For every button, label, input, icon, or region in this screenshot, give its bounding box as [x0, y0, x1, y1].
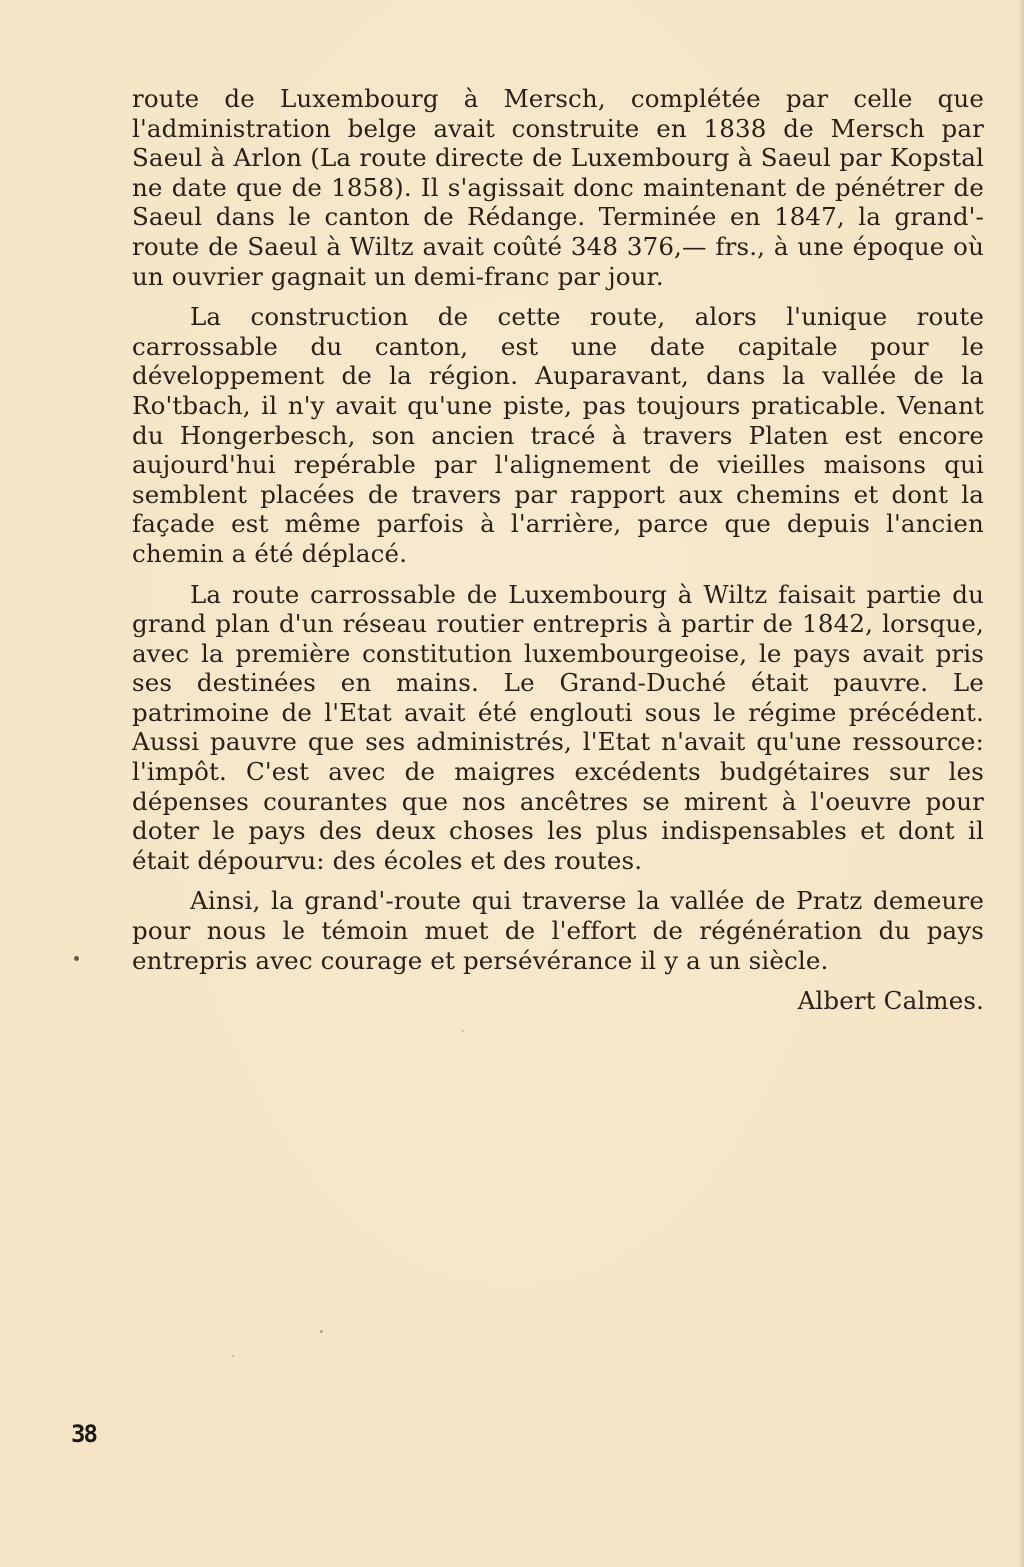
- paragraph-1: route de Luxembourg à Mersch, complétée par celle que l'administration belge avait construite en 1838 de Mersch par Saeul à Arlon (La route directe de Luxembourg à Saeul par Kopstal ne date que de 1858). Il s'agissait donc maintenant de pénétrer de Saeul dans le canton de Rédange. Terminée en 1847, la grand'-route de Saeul à Wiltz avait coûté 348 376,— frs., à une époque où un ouvrier gagnait un demi-franc par jour.: [132, 84, 984, 291]
- paragraph-2: La construction de cette route, alors l'unique route carrossable du canton, est une date capitale pour le développement de la région. Auparavant, dans la vallée de la Ro'tbach, il n'y avait qu'une piste, pas toujours praticable. Venant du Hongerbesch, son ancien tracé à travers Platen est encore aujourd'hui repérable par l'alignement de vieilles maisons qui semblent placées de travers par rapport aux chemins et dont la façade est même parfois à l'arrière, parce que depuis l'ancien chemin a été déplacé.: [132, 302, 984, 568]
- paper-speck: [320, 1330, 323, 1333]
- paragraph-3: La route carrossable de Luxembourg à Wiltz faisait partie du grand plan d'un réseau routier entrepris à partir de 1842, lorsque, avec la première constitution luxembourgeoise, le pays avait pris ses destinées en mains. Le Grand-Duché était pauvre. Le patrimoine de l'Etat avait été englouti sous le régime précédent. Aussi pauvre que ses administrés, l'Etat n'avait qu'une ressource: l'impôt. C'est avec de maigres excédents budgétaires sur les dépenses courantes que nos ancêtres se mirent à l'oeuvre pour doter le pays des deux choses les plus indispensables et dont il était dépourvu: des écoles et des routes.: [132, 579, 984, 875]
- paper-speck: [462, 1030, 464, 1032]
- article-body: [132, 84, 984, 1016]
- paragraph-4: Ainsi, la grand'-route qui traverse la vallée de Pratz demeure pour nous le témoin muet de l'effort de régénération du pays entrepris avec courage et persévérance il y a un siècle.: [132, 886, 984, 975]
- paper-speck: [232, 1355, 234, 1357]
- paper-speck: [74, 956, 79, 961]
- page-edge-shadow: [1018, 0, 1024, 1567]
- page-number: 38: [71, 1420, 96, 1448]
- author-signature: Albert Calmes.: [797, 986, 984, 1016]
